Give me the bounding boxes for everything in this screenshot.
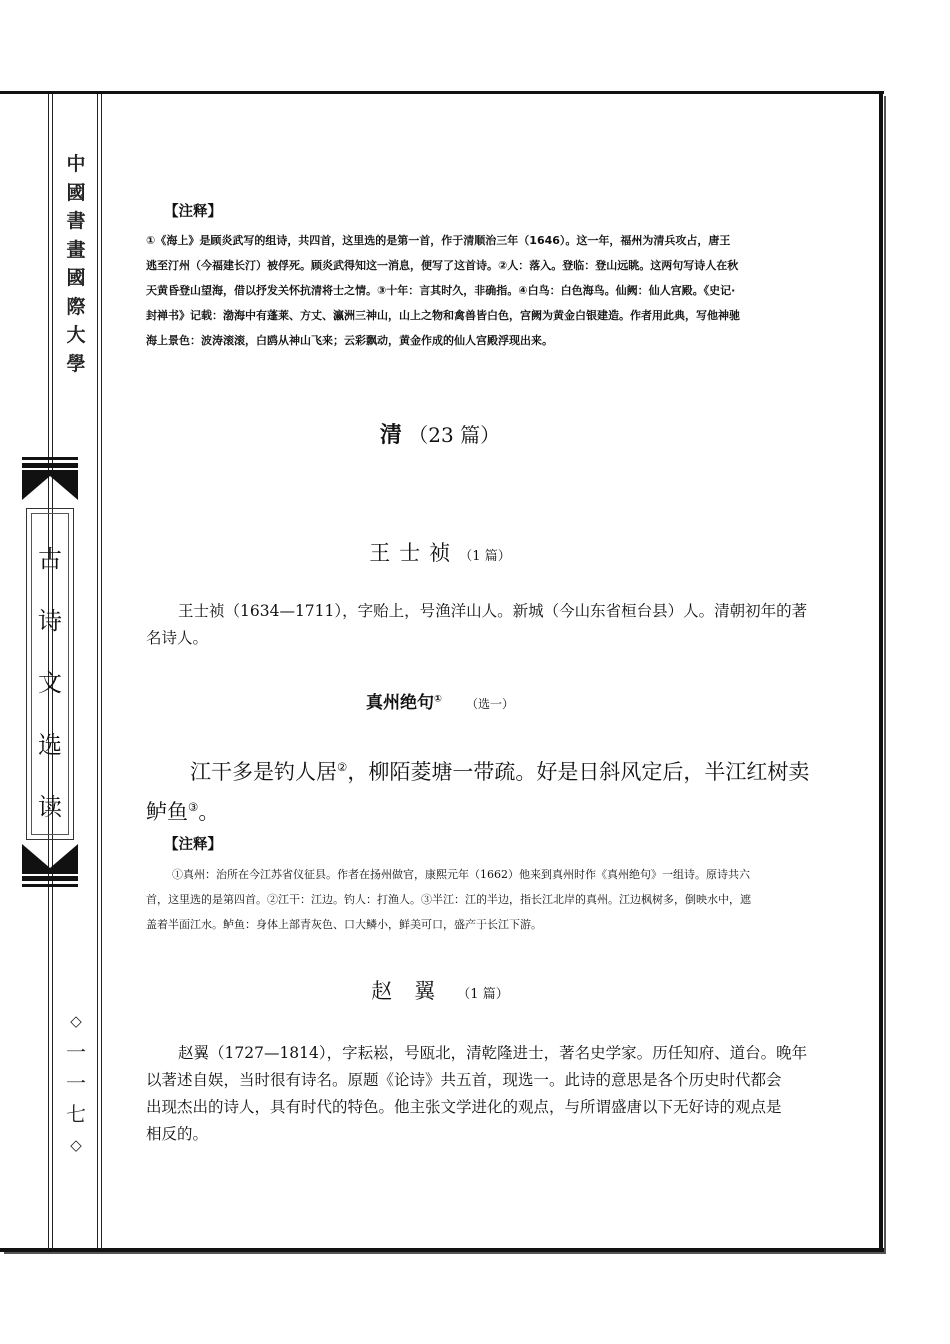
page-number-char: 一 xyxy=(66,1040,86,1064)
note-heading: 【注释】 xyxy=(164,837,222,853)
bio-line: 出现杰出的诗人，具有时代的特色。他主张文学进化的观点，与所谓盛唐以下无好诗的观点是 xyxy=(146,1098,782,1116)
school-char: 大 xyxy=(66,324,86,346)
ornament-bar xyxy=(22,457,78,460)
ornament-bar xyxy=(22,884,78,887)
author-name: 赵翼 xyxy=(371,979,458,1003)
note-heading: 【注释】 xyxy=(164,204,222,220)
poem-body xyxy=(146,750,846,830)
footnote-mark: ③ xyxy=(188,800,199,814)
author-count: （1 篇） xyxy=(459,549,511,564)
poem-selection: （选一） xyxy=(465,697,514,711)
diamond-icon: ◇ xyxy=(70,1012,82,1030)
page-frame-shadow-bottom xyxy=(4,1252,886,1254)
note-line: ①真州：治所在今江苏省仪征县。作者在扬州做官，康熙元年（1662）他来到真州时作《真州绝句》一组诗。原诗共六 xyxy=(172,868,750,881)
note-line: 盖着半面江水。鲈鱼：身体上部青灰色、口大鳞小，鲜美可口，盛产于长江下游。 xyxy=(146,918,542,931)
ornament-bar xyxy=(22,876,78,881)
bio-line: 相反的。 xyxy=(146,1125,209,1143)
page-frame-shadow-right xyxy=(884,96,886,1254)
school-name-vertical xyxy=(54,150,98,378)
school-char: 際 xyxy=(66,295,86,318)
book-title-char: 读 xyxy=(38,793,62,821)
author-name: 王士祯 xyxy=(369,541,460,565)
school-char: 書 xyxy=(66,210,86,232)
book-title-char: 文 xyxy=(38,669,62,697)
poem-text: 鲈鱼 xyxy=(146,800,188,824)
page-number-char: 一 xyxy=(66,1071,86,1095)
school-char: 學 xyxy=(66,352,86,375)
footnote-mark: ① xyxy=(434,693,442,705)
ornament-arch-top xyxy=(22,470,78,500)
dynasty-name: 清 xyxy=(379,423,402,448)
note-line: 海上景色：波涛滚滚，白鸥从神山飞来；云彩飘动，黄金作成的仙人宫殿浮现出来。 xyxy=(146,334,553,347)
school-char: 畫 xyxy=(66,238,86,261)
school-char: 國 xyxy=(66,181,86,204)
bio-line: 名诗人。 xyxy=(146,629,209,647)
bio-line: 以著述自娱，当时很有诗名。原题《论诗》共五首，现选一。此诗的意思是各个历史时代都会 xyxy=(146,1071,782,1089)
poem-text: 江干多是钓人居 xyxy=(190,760,337,784)
page-number-vertical xyxy=(54,1006,98,1161)
dynasty-heading xyxy=(0,418,880,449)
author-heading xyxy=(0,975,880,1005)
bio-line: 王士祯（1634—1711），字贻上，号渔洋山人。新城（今山东省桓台县）人。清朝初年的著 xyxy=(178,602,808,620)
page-number-char: 七 xyxy=(66,1102,86,1126)
diamond-icon: ◇ xyxy=(70,1136,82,1154)
author-count: （1 篇） xyxy=(457,987,509,1002)
page-frame-right xyxy=(879,91,883,1252)
ornament-bar xyxy=(22,463,78,468)
note-line: 封禅书》记载：渤海中有蓬莱、方丈、瀛洲三神山，山上之物和禽兽皆白色，宫阙为黄金白银建造。作者用此典，写他神驰 xyxy=(146,309,740,322)
author-bio xyxy=(146,1040,846,1148)
bio-line: 赵翼（1727—1814），字耘崧，号瓯北，清乾隆进士，著名史学家。历任知府、道台。晚年 xyxy=(178,1044,808,1062)
poem-title xyxy=(0,688,880,713)
author-heading xyxy=(0,537,880,567)
dynasty-count: （23 篇） xyxy=(408,423,501,447)
note-line: 逃至汀州（今福建长汀）被俘死。顾炎武得知这一消息，便写了这首诗。②人：落入。登临：登山远眺。这两句写诗人在秋 xyxy=(146,259,739,272)
poem-line xyxy=(146,790,846,830)
book-title-vertical xyxy=(26,528,74,838)
school-char: 國 xyxy=(66,267,86,289)
ornament-arch-bottom xyxy=(22,844,78,874)
school-char: 中 xyxy=(66,153,86,175)
note-line: 首，这里选的是第四首。②江干：江边。钓人：打渔人。③半江：江的半边，指长江北岸的真州。江边枫树多，倒映水中，遮 xyxy=(146,893,751,906)
poem-title-text: 真州绝句 xyxy=(366,693,435,713)
page-frame-top xyxy=(0,91,884,94)
book-title-char: 古 xyxy=(38,545,62,573)
poem-text: ，柳陌菱塘一带疏。好是日斜风定后，半江红树卖 xyxy=(347,760,810,784)
author-bio xyxy=(146,598,846,652)
book-title-char: 选 xyxy=(38,731,62,759)
note-body xyxy=(146,228,846,353)
spine-line xyxy=(101,94,102,1249)
note-line: 天黄昏登山望海，借以抒发关怀抗清将士之情。③十年：言其时久，非确指。④白鸟：白色海鸟。仙阙：仙人宫殿。《史记· xyxy=(146,284,736,297)
poem-text: 。 xyxy=(198,800,220,824)
footnote-mark: ② xyxy=(337,760,348,774)
note-body xyxy=(146,862,852,937)
note-line: ①《海上》是顾炎武写的组诗，共四首，这里选的是第一首，作于清顺治三年（1646）。这一年，福州为清兵攻占，唐王 xyxy=(146,234,731,247)
poem-line xyxy=(146,750,846,790)
book-title-char: 诗 xyxy=(38,607,62,635)
